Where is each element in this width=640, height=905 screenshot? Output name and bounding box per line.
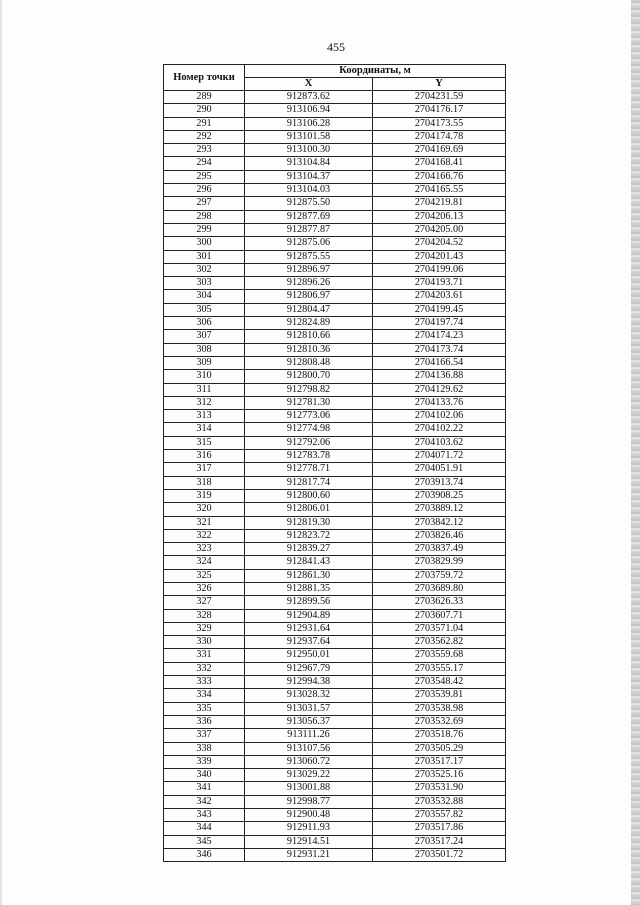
cell-x: 913029.22 (245, 769, 373, 782)
table-row (164, 556, 506, 569)
cell-point-number: 317 (164, 463, 245, 476)
table-row (164, 529, 506, 542)
cell-y: 2704203.61 (373, 290, 506, 303)
table-row (164, 702, 506, 715)
cell-point-number: 309 (164, 356, 245, 369)
cell-y: 2704219.81 (373, 197, 506, 210)
cell-x: 913106.28 (245, 117, 373, 130)
cell-x: 912896.26 (245, 277, 373, 290)
table-row (164, 184, 506, 197)
cell-point-number: 323 (164, 543, 245, 556)
cell-x: 912998.77 (245, 795, 373, 808)
cell-x: 912877.87 (245, 223, 373, 236)
table-row (164, 330, 506, 343)
table-row (164, 649, 506, 662)
cell-point-number: 298 (164, 210, 245, 223)
cell-x: 912881.35 (245, 582, 373, 595)
cell-x: 912875.06 (245, 237, 373, 250)
cell-x: 912798.82 (245, 383, 373, 396)
cell-x: 912994.38 (245, 676, 373, 689)
cell-x: 912877.69 (245, 210, 373, 223)
cell-point-number: 290 (164, 104, 245, 117)
cell-y: 2703532.69 (373, 715, 506, 728)
cell-point-number: 297 (164, 197, 245, 210)
header-x: X (245, 78, 373, 91)
table-row (164, 755, 506, 768)
cell-x: 912824.89 (245, 317, 373, 330)
cell-point-number: 294 (164, 157, 245, 170)
table-row (164, 144, 506, 157)
table-row (164, 676, 506, 689)
cell-y: 2703908.25 (373, 489, 506, 502)
header-point-number: Номер точки (164, 65, 245, 91)
cell-point-number: 310 (164, 370, 245, 383)
cell-point-number: 300 (164, 237, 245, 250)
table-row (164, 317, 506, 330)
cell-x: 912817.74 (245, 476, 373, 489)
cell-x: 912937.64 (245, 636, 373, 649)
cell-point-number: 337 (164, 729, 245, 742)
table-row (164, 450, 506, 463)
cell-x: 912774.98 (245, 423, 373, 436)
cell-point-number: 299 (164, 223, 245, 236)
cell-point-number: 328 (164, 609, 245, 622)
cell-x: 913056.37 (245, 715, 373, 728)
cell-y: 2703531.90 (373, 782, 506, 795)
table-row (164, 250, 506, 263)
table-row (164, 715, 506, 728)
cell-y: 2704133.76 (373, 396, 506, 409)
cell-x: 912804.47 (245, 303, 373, 316)
cell-x: 912904.89 (245, 609, 373, 622)
cell-x: 912839.27 (245, 543, 373, 556)
cell-y: 2703889.12 (373, 503, 506, 516)
cell-point-number: 339 (164, 755, 245, 768)
table-row (164, 835, 506, 848)
cell-point-number: 327 (164, 596, 245, 609)
cell-y: 2703837.49 (373, 543, 506, 556)
cell-y: 2703842.12 (373, 516, 506, 529)
cell-point-number: 302 (164, 263, 245, 276)
table-row (164, 503, 506, 516)
cell-y: 2704174.23 (373, 330, 506, 343)
cell-y: 2704193.71 (373, 277, 506, 290)
table-row (164, 263, 506, 276)
cell-point-number: 295 (164, 170, 245, 183)
cell-point-number: 346 (164, 848, 245, 861)
cell-y: 2703826.46 (373, 529, 506, 542)
cell-y: 2704051.91 (373, 463, 506, 476)
cell-x: 913100.30 (245, 144, 373, 157)
cell-y: 2703557.82 (373, 809, 506, 822)
cell-point-number: 301 (164, 250, 245, 263)
table-row (164, 516, 506, 529)
table-row (164, 157, 506, 170)
cell-y: 2703517.86 (373, 822, 506, 835)
cell-x: 912806.97 (245, 290, 373, 303)
cell-x: 912967.79 (245, 662, 373, 675)
cell-y: 2703548.42 (373, 676, 506, 689)
cell-point-number: 322 (164, 529, 245, 542)
cell-point-number: 333 (164, 676, 245, 689)
cell-y: 2703538.98 (373, 702, 506, 715)
table-row (164, 237, 506, 250)
cell-point-number: 293 (164, 144, 245, 157)
cell-y: 2704102.06 (373, 410, 506, 423)
cell-point-number: 296 (164, 184, 245, 197)
table-row (164, 277, 506, 290)
cell-x: 912911.93 (245, 822, 373, 835)
cell-x: 912861.30 (245, 569, 373, 582)
cell-point-number: 341 (164, 782, 245, 795)
cell-point-number: 331 (164, 649, 245, 662)
cell-y: 2704169.69 (373, 144, 506, 157)
cell-x: 912875.50 (245, 197, 373, 210)
cell-y: 2703913.74 (373, 476, 506, 489)
cell-point-number: 289 (164, 91, 245, 104)
table-row (164, 689, 506, 702)
table-row (164, 822, 506, 835)
cell-x: 912875.55 (245, 250, 373, 263)
cell-y: 2703829.99 (373, 556, 506, 569)
table-row (164, 223, 506, 236)
cell-x: 913111.26 (245, 729, 373, 742)
cell-point-number: 303 (164, 277, 245, 290)
cell-x: 912899.56 (245, 596, 373, 609)
cell-y: 2704173.74 (373, 343, 506, 356)
cell-y: 2704166.54 (373, 356, 506, 369)
table-row (164, 290, 506, 303)
cell-y: 2703532.88 (373, 795, 506, 808)
table-row (164, 370, 506, 383)
table-row (164, 609, 506, 622)
table-row (164, 476, 506, 489)
cell-y: 2703571.04 (373, 622, 506, 635)
cell-x: 912792.06 (245, 436, 373, 449)
cell-y: 2704205.00 (373, 223, 506, 236)
cell-point-number: 318 (164, 476, 245, 489)
cell-x: 912900.48 (245, 809, 373, 822)
table-row (164, 423, 506, 436)
table-row (164, 769, 506, 782)
cell-y: 2703626.33 (373, 596, 506, 609)
cell-x: 913060.72 (245, 755, 373, 768)
coordinates-table (163, 64, 506, 862)
cell-x: 912873.62 (245, 91, 373, 104)
cell-y: 2703555.17 (373, 662, 506, 675)
cell-x: 913106.94 (245, 104, 373, 117)
cell-point-number: 308 (164, 343, 245, 356)
table-row (164, 117, 506, 130)
cell-point-number: 312 (164, 396, 245, 409)
cell-y: 2704165.55 (373, 184, 506, 197)
table-row (164, 622, 506, 635)
cell-y: 2704136.88 (373, 370, 506, 383)
scan-left-edge (0, 0, 2, 905)
cell-x: 912800.60 (245, 489, 373, 502)
table-row (164, 303, 506, 316)
table-row (164, 809, 506, 822)
table-row (164, 742, 506, 755)
table-body (164, 91, 506, 862)
cell-point-number: 340 (164, 769, 245, 782)
cell-point-number: 306 (164, 317, 245, 330)
cell-point-number: 311 (164, 383, 245, 396)
cell-y: 2704199.45 (373, 303, 506, 316)
cell-point-number: 335 (164, 702, 245, 715)
cell-point-number: 344 (164, 822, 245, 835)
cell-point-number: 305 (164, 303, 245, 316)
cell-y: 2703759.72 (373, 569, 506, 582)
cell-x: 913104.37 (245, 170, 373, 183)
cell-x: 912931.64 (245, 622, 373, 635)
table-row (164, 848, 506, 861)
cell-point-number: 324 (164, 556, 245, 569)
cell-point-number: 326 (164, 582, 245, 595)
table-row (164, 197, 506, 210)
table-row (164, 636, 506, 649)
cell-x: 912823.72 (245, 529, 373, 542)
scan-right-edge (631, 0, 640, 905)
cell-y: 2704201.43 (373, 250, 506, 263)
table-row (164, 383, 506, 396)
cell-point-number: 325 (164, 569, 245, 582)
cell-y: 2704174.78 (373, 130, 506, 143)
cell-point-number: 307 (164, 330, 245, 343)
cell-y: 2703607.71 (373, 609, 506, 622)
cell-y: 2704197.74 (373, 317, 506, 330)
cell-point-number: 330 (164, 636, 245, 649)
table-row (164, 782, 506, 795)
cell-x: 913107.56 (245, 742, 373, 755)
cell-x: 913104.84 (245, 157, 373, 170)
cell-y: 2703689.80 (373, 582, 506, 595)
cell-x: 912800.70 (245, 370, 373, 383)
cell-x: 912806.01 (245, 503, 373, 516)
table-row (164, 662, 506, 675)
cell-y: 2703559.68 (373, 649, 506, 662)
cell-y: 2704231.59 (373, 91, 506, 104)
cell-x: 912781.30 (245, 396, 373, 409)
cell-y: 2704176.17 (373, 104, 506, 117)
cell-y: 2704129.62 (373, 383, 506, 396)
cell-point-number: 292 (164, 130, 245, 143)
cell-y: 2704103.62 (373, 436, 506, 449)
cell-y: 2704071.72 (373, 450, 506, 463)
cell-y: 2704166.76 (373, 170, 506, 183)
table-row (164, 795, 506, 808)
table-row (164, 569, 506, 582)
table-row (164, 104, 506, 117)
cell-point-number: 304 (164, 290, 245, 303)
table-row (164, 729, 506, 742)
cell-y: 2704102.22 (373, 423, 506, 436)
cell-y: 2703562.82 (373, 636, 506, 649)
table-row (164, 130, 506, 143)
cell-x: 912773.06 (245, 410, 373, 423)
cell-point-number: 320 (164, 503, 245, 516)
cell-x: 912810.66 (245, 330, 373, 343)
table-row (164, 170, 506, 183)
cell-y: 2704199.06 (373, 263, 506, 276)
cell-point-number: 321 (164, 516, 245, 529)
cell-x: 912950.01 (245, 649, 373, 662)
cell-y: 2703525.16 (373, 769, 506, 782)
header-coordinates: Координаты, м (245, 65, 506, 78)
table-row (164, 396, 506, 409)
cell-point-number: 316 (164, 450, 245, 463)
cell-point-number: 336 (164, 715, 245, 728)
table-row (164, 543, 506, 556)
table-row (164, 410, 506, 423)
cell-x: 912808.48 (245, 356, 373, 369)
cell-point-number: 342 (164, 795, 245, 808)
cell-x: 912778.71 (245, 463, 373, 476)
cell-x: 913104.03 (245, 184, 373, 197)
cell-x: 913028.32 (245, 689, 373, 702)
cell-y: 2704204.52 (373, 237, 506, 250)
cell-y: 2703518.76 (373, 729, 506, 742)
table-row (164, 210, 506, 223)
cell-y: 2703517.24 (373, 835, 506, 848)
cell-point-number: 315 (164, 436, 245, 449)
table-row (164, 436, 506, 449)
cell-y: 2703539.81 (373, 689, 506, 702)
cell-y: 2704173.55 (373, 117, 506, 130)
table-row (164, 582, 506, 595)
cell-y: 2704168.41 (373, 157, 506, 170)
cell-point-number: 332 (164, 662, 245, 675)
cell-point-number: 319 (164, 489, 245, 502)
cell-x: 913001.88 (245, 782, 373, 795)
table-row (164, 91, 506, 104)
table-row (164, 596, 506, 609)
cell-x: 913031.57 (245, 702, 373, 715)
cell-point-number: 329 (164, 622, 245, 635)
header-y: Y (373, 78, 506, 91)
cell-y: 2703501.72 (373, 848, 506, 861)
cell-y: 2703517.17 (373, 755, 506, 768)
cell-x: 912810.36 (245, 343, 373, 356)
cell-point-number: 313 (164, 410, 245, 423)
cell-point-number: 338 (164, 742, 245, 755)
cell-x: 913101.58 (245, 130, 373, 143)
page-number: 455 (327, 40, 345, 54)
cell-point-number: 343 (164, 809, 245, 822)
cell-point-number: 345 (164, 835, 245, 848)
cell-x: 912931.21 (245, 848, 373, 861)
cell-x: 912841.43 (245, 556, 373, 569)
cell-y: 2703505.29 (373, 742, 506, 755)
cell-x: 912896.97 (245, 263, 373, 276)
table-row (164, 356, 506, 369)
cell-point-number: 291 (164, 117, 245, 130)
cell-x: 912914.51 (245, 835, 373, 848)
table-row (164, 463, 506, 476)
table-row (164, 343, 506, 356)
table-row (164, 489, 506, 502)
cell-point-number: 334 (164, 689, 245, 702)
cell-point-number: 314 (164, 423, 245, 436)
cell-y: 2704206.13 (373, 210, 506, 223)
cell-x: 912783.78 (245, 450, 373, 463)
cell-x: 912819.30 (245, 516, 373, 529)
